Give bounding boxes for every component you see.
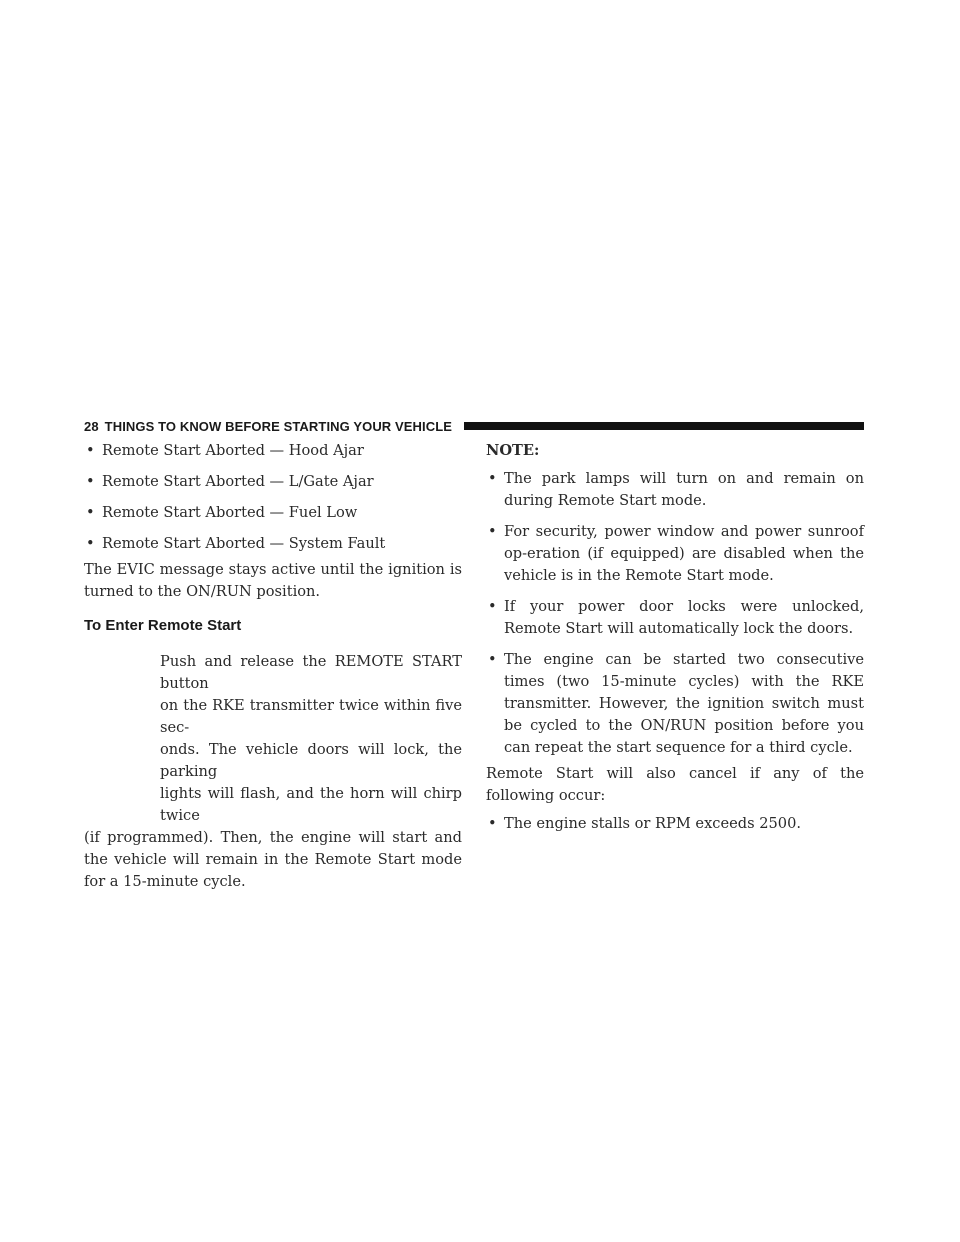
note-label: NOTE: — [486, 442, 540, 459]
enter-remote-start-text — [84, 651, 462, 893]
indented-line: Push and release the REMOTE START button — [160, 653, 462, 692]
indented-line: lights will flash, and the horn will chirp twice — [160, 785, 462, 824]
section-title: To Enter Remote Start — [84, 617, 242, 634]
header-rule — [464, 422, 864, 430]
list-item: • Remote Start Aborted — Hood Ajar — [84, 440, 462, 462]
page-header — [84, 418, 864, 438]
chapter-title: THINGS TO KNOW BEFORE STARTING YOUR VEHICLE — [104, 419, 453, 434]
list-item: • If your power door locks were unlocked, Remote Start will automatically lock the doors. — [486, 596, 864, 640]
indented-line: on the RKE transmitter twice within five sec- — [160, 697, 462, 736]
list-item: • The engine can be started two consecutive times (two 15-minute cycles) with the RKE transmitter. However, the ignition switch must be cycled to the ON/RUN position before you can repeat the start sequence for a third cycle. — [486, 649, 864, 759]
list-item: • The park lamps will turn on and remain on during Remote Start mode. — [486, 468, 864, 512]
list-item: • Remote Start Aborted — System Fault — [84, 533, 462, 555]
list-item: • The engine stalls or RPM exceeds 2500. — [486, 813, 864, 835]
page-number: 28 — [84, 419, 99, 434]
header-text — [84, 419, 452, 434]
list-item: • Remote Start Aborted — Fuel Low — [84, 502, 462, 524]
left-column — [84, 440, 462, 899]
indented-line: onds. The vehicle doors will lock, the parking — [160, 741, 462, 780]
cancel-paragraph: Remote Start will also cancel if any of the following occur: — [486, 765, 864, 804]
note-list — [486, 468, 864, 759]
cancel-list — [486, 813, 864, 835]
enter-continuation: (if programmed). Then, the engine will start and the vehicle will remain in the Remote Start mode for a 15-minute cycle. — [84, 829, 462, 890]
evic-paragraph: The EVIC message stays active until the ignition is turned to the ON/RUN position. — [84, 561, 462, 600]
list-item: • Remote Start Aborted — L/Gate Ajar — [84, 471, 462, 493]
list-item: • For security, power window and power sunroof op-eration (if equipped) are disabled when the vehicle is in the Remote Start mode. — [486, 521, 864, 587]
aborted-message-list — [84, 440, 462, 555]
right-column — [486, 440, 864, 844]
